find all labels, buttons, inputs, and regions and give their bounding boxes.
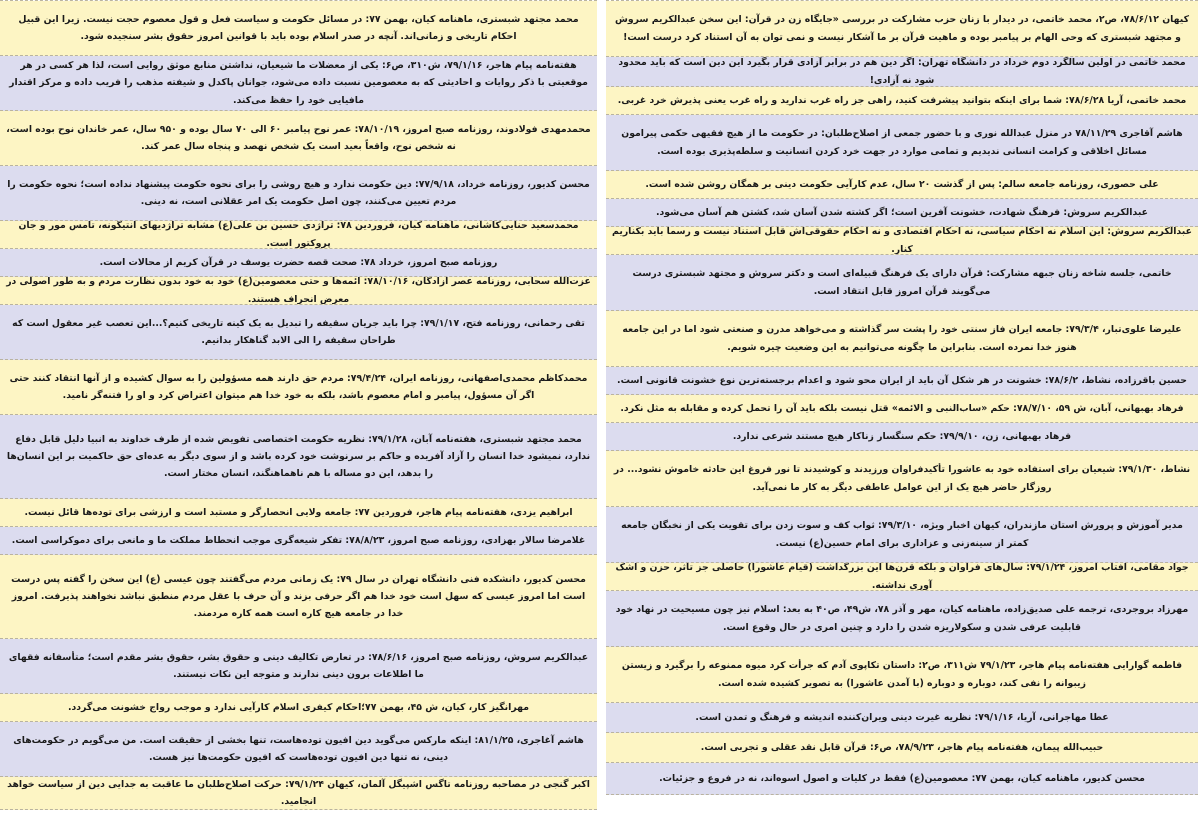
right-column — [606, 0, 1198, 829]
quote-entry — [606, 733, 1198, 763]
quote-entry — [0, 415, 597, 499]
quote-entry — [0, 777, 597, 810]
quote-text: عبدالکریم سروش، روزنامه صبح امروز، ۷۸/۶/۱۶: در تعارض تکالیف دینی و حقوق بشر، حقوق بشر مقدم است؛ متأسفانه فقهای ما اطلاعات برون دینی ندارند و متوجه این نکات نیستند. — [8, 651, 589, 680]
quote-entry — [0, 249, 597, 277]
quote-text: محمدسعید حنایی‌کاشانی، ماهنامه کیان، فروردین ۷۸: تراژدی حسین بن علی(ع) مشابه تراژدیهای آنتیگونه، تامس مور و جان پروکتور است. — [18, 221, 579, 249]
quote-text: حبیب‌الله پیمان، هفته‌نامه پیام هاجر، ۷۸/۹/۲۳، ص۶: قرآن قابل نقد عقلی و تجربی است. — [700, 741, 1104, 753]
quote-text: عبدالکریم سروش: فرهنگ شهادت، خشونت آفرین است؛ اگر کشته شدن آسان شد، کشتن هم آسان می‌شود. — [655, 206, 1149, 218]
quote-entry — [606, 423, 1198, 451]
quote-text: محسن کدیور، روزنامه خرداد، ۷۷/۹/۱۸: دین حکومت ندارد و هیچ روشی را برای نحوه حکومت پیشنهاد نداده است؛ نحوه حکومت را مردم تعیین می‌کنند، چون اصل حکومت یک امر عقلانی است، نه دینی. — [7, 178, 590, 207]
quote-text: عزت‌الله سحابی، روزنامه عصر آزادگان، ۷۸/۱۰/۱۶: آئمه‌ها و حتی معصومین(ع) خود به خود بدون نظارت مردم و به طور اصولی در معرض انحراف هستند. — [6, 277, 591, 305]
quote-entry — [606, 763, 1198, 795]
quote-text: عبدالکریم سروش: این اسلام نه احکام سیاسی، نه احکام اقتصادی و نه احکام حقوقی‌اش قابل استناد نیست و رسماً باید بکناریم کنار. — [612, 227, 1192, 255]
quote-entry — [0, 639, 597, 694]
quote-text: هاشم آغاجری، ۸۱/۱/۲۵: اینکه مارکس می‌گوید دین افیون توده‌هاست، تنها بخشی از حقیقت است. من می‌گویم در حکومت‌های دینی، نه تنها دین افیون توده‌هاست که افیون حکومت‌ها نیز هست. — [13, 734, 584, 763]
quote-text: فاطمه گوارایی هفته‌نامه پیام هاجر، ۷۹/۱/۲۳ ش۳۱۱، ص۲: داستان تکاپوی آدم که جرأت کرد میوه ممنوعه را برگیرد و زیستن زیبوانه را نفی کند، دوباره و دوباره (با آمدن عاشورا) به تصویر کشیده شده است. — [621, 660, 1183, 689]
quote-entry — [606, 647, 1198, 703]
quote-text: محسن کدیور، ماهنامه کیان، بهمن ۷۷: معصومین(ع) فقط در کلیات و اصول اسوه‌اند، نه در فروع و جزئیات. — [659, 772, 1145, 784]
quote-entry — [0, 111, 597, 166]
quote-text: محمد مجتهد شبستری، ماهنامه کیان، بهمن ۷۷: در مسائل حکومت و سیاست فعل و قول معصوم حجت نیست. زیرا این قبیل احکام تاریخی و زمانی‌اند. آنچه در صدر اسلام بوده باید با قوانین امروز حقوق بشر سنجیده شود. — [18, 13, 579, 42]
quote-entry — [0, 694, 597, 722]
quote-entry — [0, 527, 597, 555]
quote-text: مهرانگیز کار، کیان، ش ۴۵، بهمن ۷۷؛احکام کیفری اسلام کارآیی ندارد و موجب رواج خشونت می‌گردد. — [67, 701, 530, 713]
quote-text: غلامرضا سالار بهزادی، روزنامه صبح امروز، ۷۸/۸/۲۳: تفکر شیعه‌گری موجب انحطاط مملکت ما و مانعی برای دموکراسی است. — [11, 534, 586, 546]
quote-entry — [0, 305, 597, 360]
quote-entry — [606, 703, 1198, 733]
quote-text: محمدکاظم محمدی‌اصفهانی، روزنامه ایران، ۷۹/۴/۲۴: مردم حق دارند همه مسؤولین را به سوال کشیده و از آنها انتقاد کنند حتی اگر آن مسؤول، پیامبر و امام معصوم باشد، بلکه به خود خدا هم میتوان اعتراض کرد و او را فتنه‌گر نامید. — [9, 372, 588, 401]
quote-text: مدیر آموزش و پرورش استان مازندران، کیهان اخبار ویژه، ۷۹/۳/۱۰: ثواب کف و سوت زدن برای تقویت یکی از نخبگان جامعه کمتر از سینه‌زنی و عزاداری برای امام حسین(ع) نیست. — [621, 520, 1183, 549]
quote-text: محسن کدیور، دانشکده فنی دانشگاه تهران در سال ۷۹: یک زمانی مردم می‌گفتند چون عیسی (ع) این سخن را گفته پس درست است اما امروز عیسی که سهل است خود خدا هم اگر حرفی بزند و آن حرف با عقل مردم منطبق نباشد نخواهند پذیرفت. امروز خدا در جامعه هیچ کاره است همه کاره مردمند. — [11, 573, 586, 620]
quote-entry — [606, 255, 1198, 311]
quote-text: علی حصوری، روزنامه جامعه سالم: پس از گذشت ۲۰ سال، عدم کارآیی حکومت دینی بر همگان روشن شده است. — [645, 178, 1159, 190]
quote-entry — [606, 591, 1198, 647]
quote-text: هاشم آقاجری ۷۸/۱۱/۲۹ در منزل عبدالله نوری و با حضور جمعی از اصلاح‌طلبان: در حکومت ما از هیچ فقیهی حکمی پیرامون مسائل اخلاقی و کرامت انسانی ندیدیم و تمامی موارد در جهت خرد کردن انسانیت و سلطه‌پذیری بوده است. — [621, 128, 1183, 157]
quote-text: عطا مهاجرانی، آریا، ۷۹/۱/۱۶: نظریه غیرت دینی ویران‌کننده اندیشه و فرهنگ و تمدن است. — [695, 711, 1109, 723]
quote-entry — [0, 360, 597, 415]
quote-text: مهرزاد بروجردی، ترجمه علی صدیق‌زاده، ماهنامه کیان، مهر و آذر ۷۸، ش۴۹، ص۴۰ به بعد: اسلام نیز چون مسیحیت در نهاد خود قابلیت عرفی شدن و سکولاریزه شدن را دارد و چنین امری در حال وقوع است. — [615, 604, 1189, 633]
quote-text: حسین باقرزاده، نشاط، ۷۸/۶/۲: خشونت در هر شکل آن باید از ایران محو شود و اعدام برجسته‌ترین نوع خشونت قانونی است. — [617, 374, 1187, 386]
quote-entry — [0, 722, 597, 777]
quote-entry — [606, 395, 1198, 423]
quote-text: جواد مقامی، آفتاب امروز، ۷۹/۱/۲۴: سال‌های فراوان و بلکه قرن‌ها این بزرگداشت (قیام عاشورا) حاصلی جز تأثر، حزن و اشک آوری نداشته. — [615, 563, 1189, 591]
quote-entry — [606, 227, 1198, 255]
quote-text: تقی رحمانی، روزنامه فتح، ۷۹/۱/۱۷: چرا باید جریان سقیفه را تبدیل به یک کینه تاریخی کنیم؟...این تعصب غیر معقول است که طراحان سقیفه را الی الابد گناهکار بدانیم. — [12, 317, 585, 346]
quote-text: خاتمی، جلسه شاخه زنان جبهه مشارکت: قرآن دارای یک فرهنگ قبیله‌ای است و دکتر سروش و مجتهد شبستری درست می‌گویند قرآن امروز قابل انتقاد است. — [632, 268, 1172, 297]
quote-entry — [0, 221, 597, 249]
quote-entry — [0, 166, 597, 221]
quote-text: هفته‌نامه پیام هاجر، ۷۹/۱/۱۶، ش۳۱۰، ص۶: یکی از معضلات ما شیعیان، نداشتن منابع موثق روایی است، لذا هر کسی در هر موقعیتی با ذکر روایات و احادیثی که به معصومین نسبت داده می‌شود، جوانان پاکدل و شیفته مذهب را فریب داده و مرکز اقتدار مافیایی خود را حفظ می‌کند. — [9, 60, 588, 106]
quote-entry — [606, 199, 1198, 227]
quote-text: کیهان ۷۸/۶/۱۲، ص۲، محمد خاتمی، در دیدار با زنان حزب مشارکت در بررسی «جایگاه زن در قرآن: این سخن عبدالکریم سروش و مجتهد شبستری که وحی الهام بر پیامبر بوده و ماهیت قرآن بر ما آشکار نیست و نمی توان به آن استناد کرد درست است! — [615, 14, 1189, 43]
quote-entry — [606, 367, 1198, 395]
quote-entry — [606, 87, 1198, 115]
quote-text: فرهاد بهبهانی، آبان، ش ۵۹، ۷۸/۷/۱۰: حکم «ساب‌النبی و الائمه» قتل نیست بلکه باید آن را تحمل کرده و مقابله به مثل نکرد. — [620, 402, 1184, 414]
quote-text: محمدمهدی فولادوند، روزنامه صبح امروز، ۷۸/۱۰/۱۹: عمر نوح پیامبر ۶۰ الی ۷۰ سال بوده و ۹۵۰ سال، عمر خاندان نوح بوده است، نه شخص نوح، واقعاً بعید است یک شخص نهصد و پنجاه سال عمر کند. — [6, 123, 591, 152]
quote-entry — [606, 311, 1198, 367]
quote-entry — [606, 1, 1198, 57]
quote-entry — [0, 499, 597, 527]
left-column — [0, 0, 597, 829]
quote-text: روزنامه صبح امروز، خرداد ۷۸: صحت قصه حضرت یوسف در قرآن کریم از محالات است. — [99, 256, 498, 268]
quote-text: ابراهیم یزدی، هفته‌نامه پیام هاجر، فروردین ۷۷: جامعه ولایی انحصارگر و مستبد است و ارزشی برای توده‌ها قائل نیست. — [24, 506, 573, 518]
quote-entry — [0, 1, 597, 56]
quote-text: علیرضا علوی‌تبار، ۷۹/۳/۴: جامعه ایران فاز سنتی خود را پشت سر گذاشته و می‌خواهد مدرن و صنعتی شود اما در این جامعه هنوز خدا نمرده است. بنابراین ما چگونه می‌توانیم به این وضعیت چیره شویم. — [622, 324, 1182, 353]
quote-entry — [0, 555, 597, 639]
quote-entry — [606, 57, 1198, 87]
quote-text: اکبر گنجی در مصاحبه روزنامه تاگس اشپیگل آلمان، کیهان ۷۹/۱/۲۴: حرکت اصلاح‌طلبان ما عاقبت به جدایی دین از سیاست خواهد انجامید. — [7, 778, 590, 807]
quote-entry — [606, 563, 1198, 591]
quote-text: نشاط، ۷۹/۱/۳۰: شیعیان برای استفاده خود به عاشورا تأکیدفراوان ورزیدند و کوشیدند تا نور فروغ این حادثه خاموش نشود... در روزگار حاضر هیچ یک از این عوامل عاطفی دیگر به کار ما نمی‌آید. — [613, 464, 1191, 493]
quote-entry — [606, 507, 1198, 563]
quote-text: محمد خاتمی، آریا ۷۸/۶/۲۸: شما برای اینکه بتوانید پیشرفت کنید، راهی جز راه غرب ندارید و راه غرب یعنی پذیرش خرد غربی. — [617, 94, 1187, 106]
quote-entry — [0, 56, 597, 111]
quote-entry — [606, 115, 1198, 171]
quote-text: فرهاد بهبهانی، زن، ۷۹/۹/۱۰: حکم سنگسار زناکار هیچ مستند شرعی ندارد. — [732, 430, 1072, 442]
quote-entry — [606, 171, 1198, 199]
quote-entry — [0, 277, 597, 305]
quote-text: محمد خاتمی در اولین سالگرد دوم خرداد در دانشگاه تهران: اگر دین هم در برابر آزادی قرار بگیرد این دین است که باید محدود شود نه آزادی! — [618, 57, 1186, 86]
quote-text: محمد مجتهد شبستری، هفته‌نامه آبان، ۷۹/۱/۲۸: نظریه حکومت اختصاصی تفویض شده از طرف خداوند به انبیا دلیل قابل دفاع ندارد، نمیشود خدا انسان را آزاد آفریده و حاکم بر سرنوشت خود کرده باشد و از سوی دیگر به عده‌ای حق حاکمیت بر این انسان‌ها را بدهد، این دو مساله با هم ناهماهنگند، انسان مختار است. — [6, 433, 591, 480]
quote-entry — [606, 451, 1198, 507]
